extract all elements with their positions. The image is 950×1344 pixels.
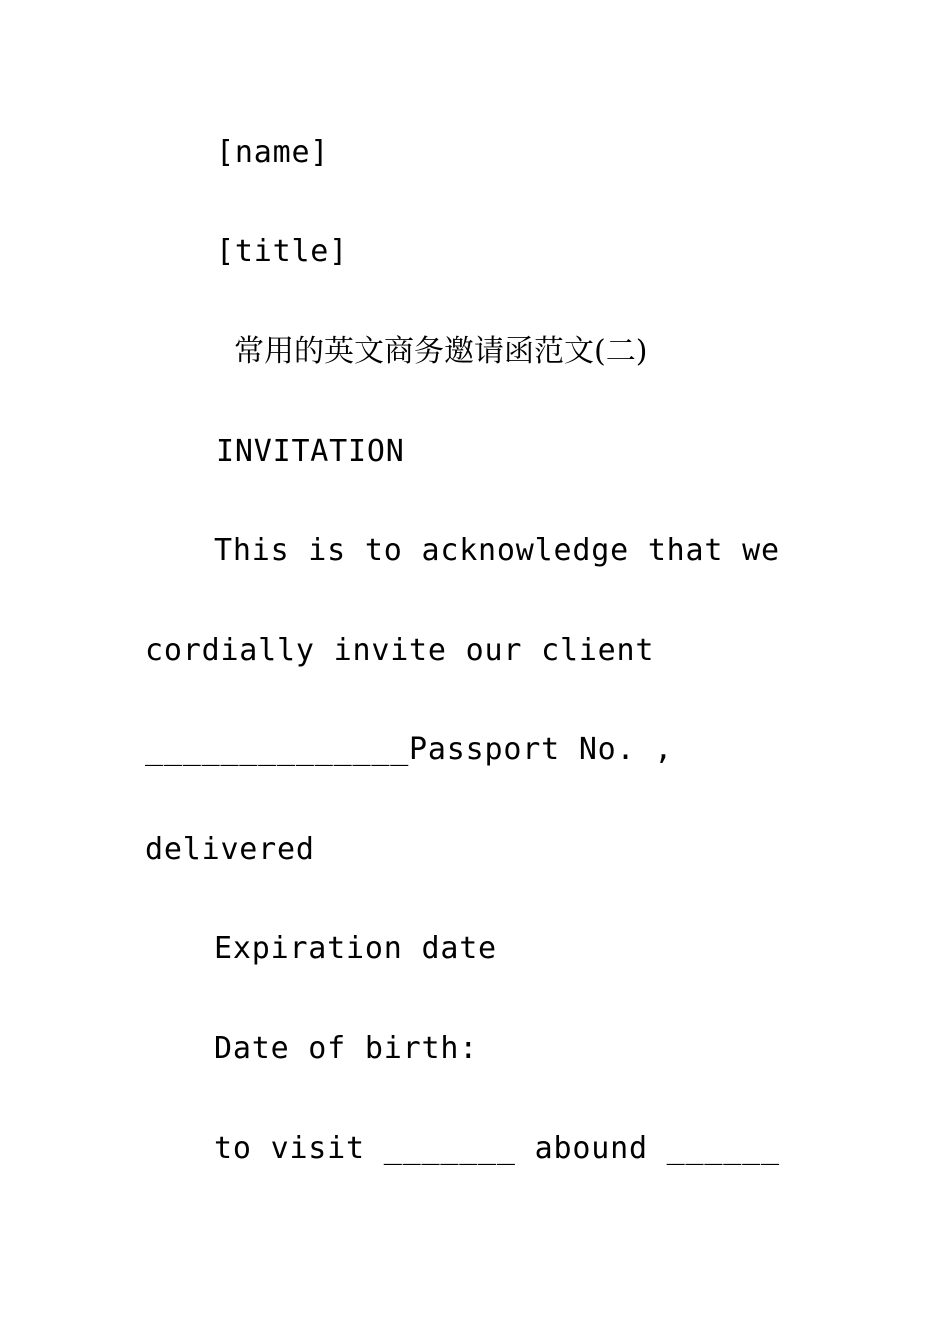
visit-blank-line: to visit _______ abound ______ [214, 1131, 780, 1166]
date-of-birth-field: Date of birth: [214, 1031, 479, 1066]
section-heading: 常用的英文商务邀请函范文(二) [234, 334, 648, 369]
invitation-heading: INVITATION [216, 434, 405, 469]
expiration-date-field: Expiration date [214, 931, 497, 966]
body-paragraph-line: delivered [145, 832, 315, 867]
passport-blank-line: ______________Passport No. , [145, 732, 674, 767]
body-paragraph-line: cordially invite our client [145, 633, 655, 668]
body-paragraph-line: This is to acknowledge that we [214, 533, 780, 568]
recipient-name-placeholder: [name] [216, 135, 330, 170]
recipient-title-placeholder: [title] [216, 234, 349, 269]
